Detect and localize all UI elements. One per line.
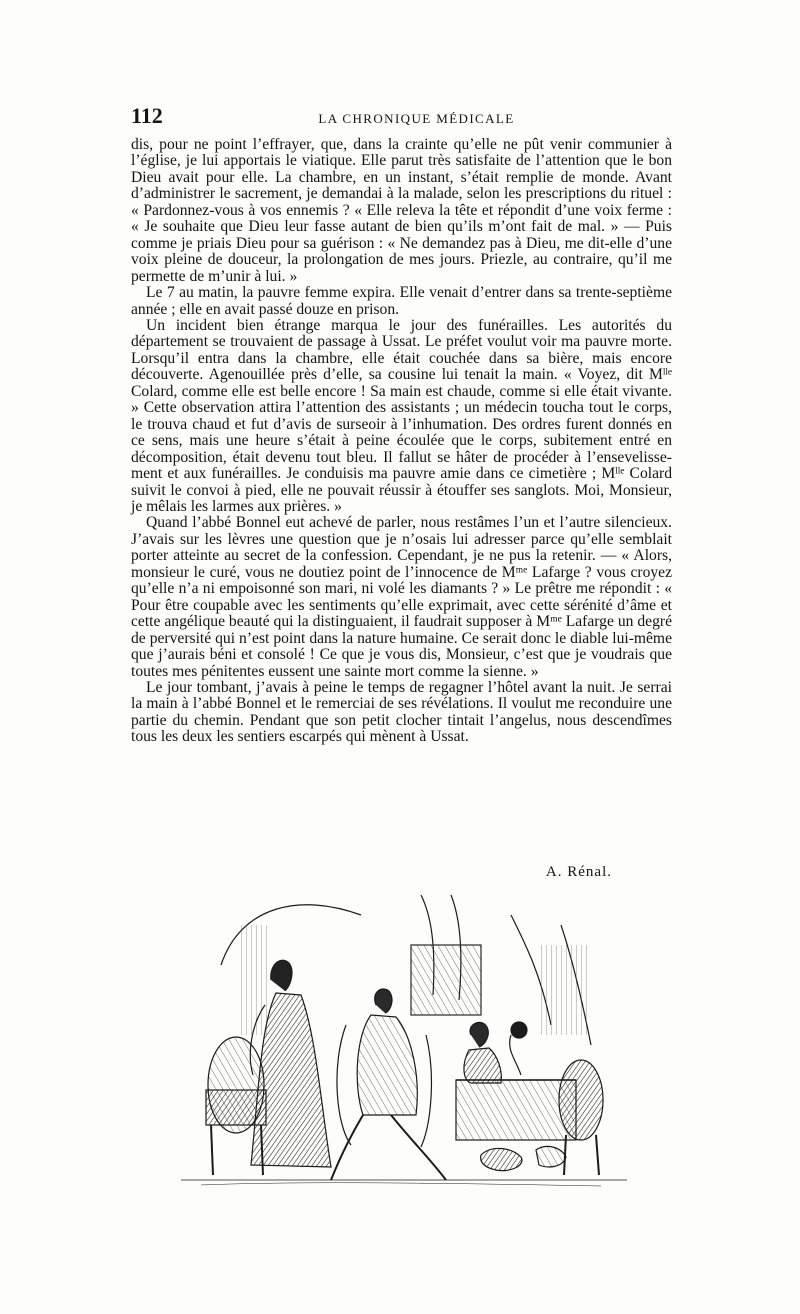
page-number: 112 bbox=[131, 103, 163, 128]
page-header bbox=[131, 103, 672, 131]
paragraph: Le 7 au matin, la pauvre femme expira. Elle venait d’entrer dans sa trente-septième année ; elle en avait passé douze en prison. bbox=[131, 284, 672, 318]
engraving-illustration bbox=[181, 885, 627, 1188]
article-body bbox=[131, 137, 672, 746]
paragraph: Un incident bien étrange marqua le jour des funérailles. Les autorités du département se trouvaient de passage à Ussat. Le préfet voulut voir ma pauvre morte. Lorsqu’il entra dans la chambre, elle était couchée dans sa bière, mais encore découverte. Agenouillée près d’elle, sa cousine lui tenait la main. « Voyez, dit Mˡˡᵉ Colard, comme elle est belle encore ! Sa main est chaude, comme si elle était vivante. » Cette observation attira l’attention des assistants ; un médecin toucha tout le corps, le trouva chaud et fut d’avis de surseoir à l’inhumation. Des ordres furent donnés en ce sens, mais une heure s’était à peine écoulée que le corps, subitement entré en décomposition, était devenu tout bleu. Il fallut se hâter de procéder à l’ensevelissement et aux funérailles. Je conduisis ma pauvre amie dans ce cimetière ; Mˡˡᵉ Colard suivit le convoi à pied, elle ne pouvait réussir à étouffer ses sanglots. Moi, Monsieur, je mêlais les larmes aux prières. » bbox=[131, 316, 672, 515]
author-signature: A. Rénal. bbox=[545, 864, 612, 880]
paragraph: Le jour tombant, j’avais à peine le temps de regagner l’hôtel avant la nuit. Je serrai la main à l’abbé Bonnel et le remerciai de ses révélations. Il voulut me reconduire une partie du chemin. Pendant que son petit clocher tintait l’angelus, nous descendîmes tous les deux les sentiers escarpés qui mènent à Ussat. bbox=[131, 678, 672, 746]
paragraph: dis, pour ne point l’effrayer, que, dans la crainte qu’elle ne pût venir communier à l’église, je lui apportais le viatique. Elle parut très satisfaite de l’attention que le bon Dieu avait pour elle. La chambre, en un instant, s’était remplie de monde. Avant d’administrer le sacrement, je demandai à la malade, selon les prescriptions du rituel : « Pardonnez-vous à vos ennemis ? « Elle releva la tête et répondit d’une voix ferme : « Je souhaite que Dieu leur fasse autant de bien qu’ils m’ont fait de mal. » — Puis comme je priais Dieu pour sa guérison : « Ne demandez pas à Dieu, me dit-elle d’une voix pleine de douceur, la prolongation de mes jours. Priezle, au contraire, qu’il me permette de m’unir à lui. » bbox=[131, 136, 672, 285]
running-title: LA CHRONIQUE MÉDICALE bbox=[318, 111, 515, 126]
paragraph: Quand l’abbé Bonnel eut achevé de parler, nous restâmes l’un et l’autre silencieux. J’avais sur les lèvres une question que je n’osais lui adresser parce qu’elle semblait porter atteinte au secret de la confession. Cependant, je ne pus la retenir. — « Alors, monsieur le curé, vous ne doutiez point de l’innocence de Mᵐᵉ Lafarge ? vous croyez qu’elle n’a ni empoisonné son mari, ni volé les diamants ? » Le prêtre me répondit : « Pour être coupable avec les sentiments qu’elle exprimait, avec cette sérénité d’âme et cette angélique beauté qui la distinguaient, il faudrait supposer à Mᵐᵉ Lafarge un degré de perversité qui n’est point dans la nature humaine. Ce serait donc le diable lui-même que j’aurais béni et consolé ! Ce que je vous dis, Monsieur, c’est que je voudrais que toutes mes pénitentes eussent une sainte mort comme la sienne. » bbox=[131, 514, 672, 680]
